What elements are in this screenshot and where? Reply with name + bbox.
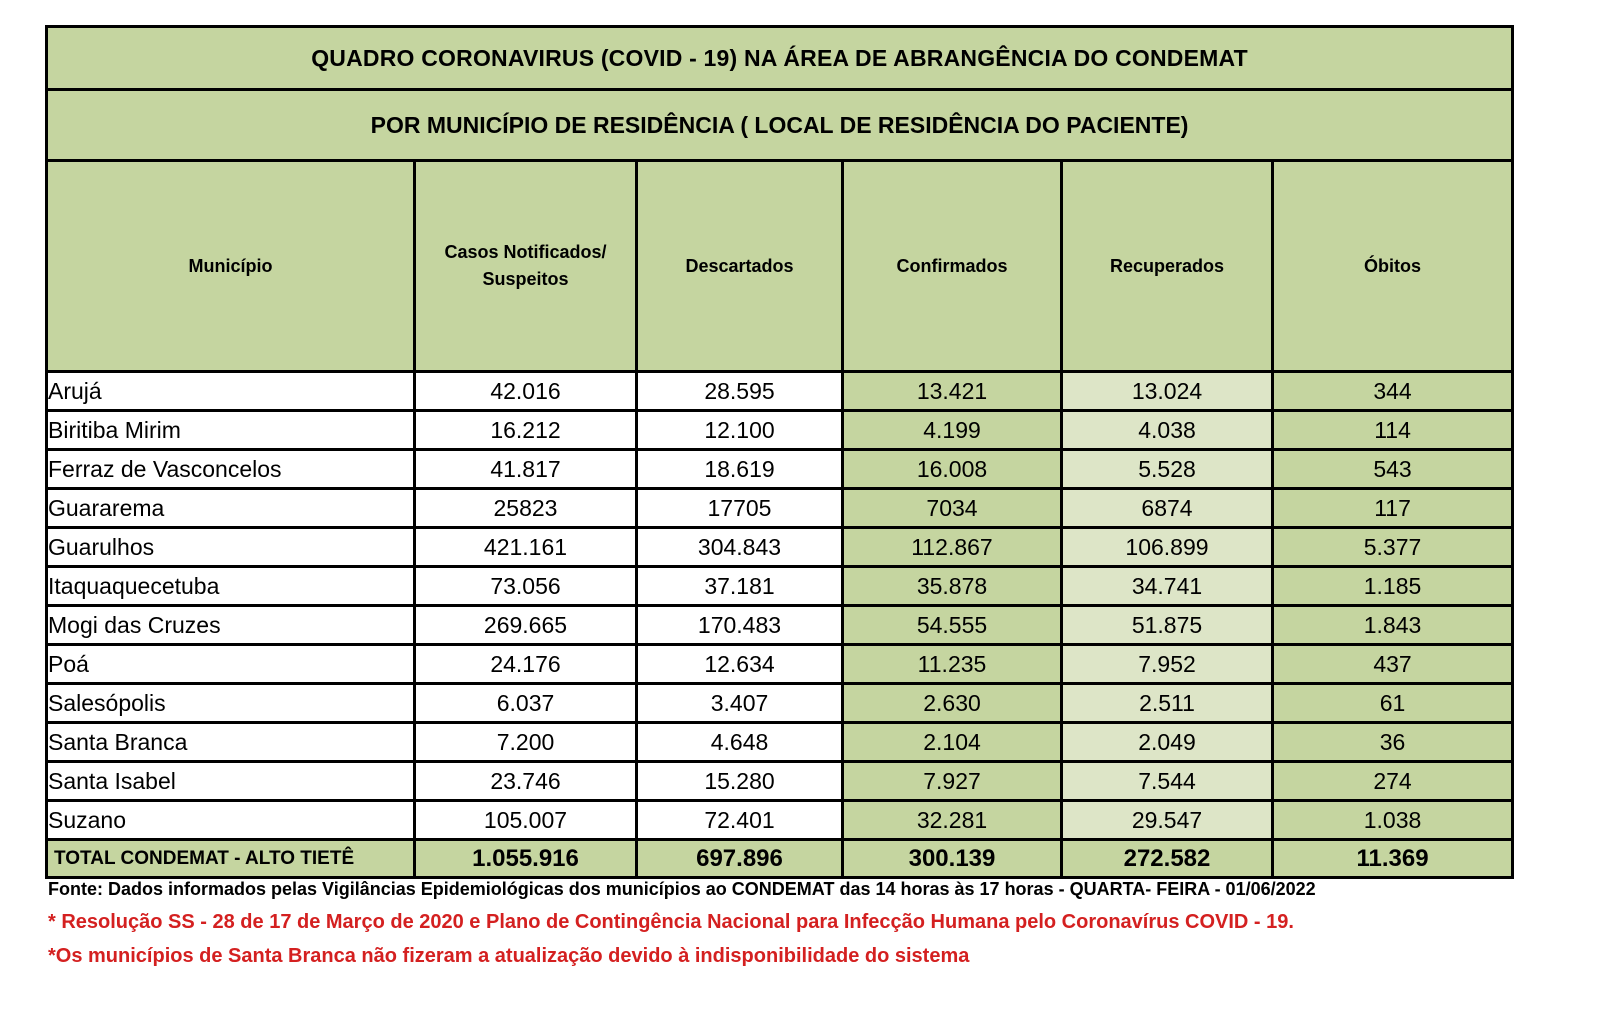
table-row (47, 645, 1513, 684)
footnote-source: Fonte: Dados informados pelas Vigilâncias Epidemiológicas dos municípios ao CONDEMAT das 14 horas às 17 horas - QUARTA- FEIRA - 01/06/2022 (48, 879, 1316, 899)
cell-casos: 41.817 (415, 450, 637, 489)
cell-casos: 42.016 (415, 372, 637, 411)
cell-municipio: Itaquaquecetuba (47, 567, 415, 606)
cell-obitos: 114 (1273, 411, 1513, 450)
cell-casos: 7.200 (415, 723, 637, 762)
cell-obitos: 117 (1273, 489, 1513, 528)
cell-descartados: 28.595 (637, 372, 843, 411)
cell-recuperados: 29.547 (1062, 801, 1273, 840)
cell-obitos: 1.843 (1273, 606, 1513, 645)
cell-obitos: 344 (1273, 372, 1513, 411)
total-label: TOTAL CONDEMAT - ALTO TIETÊ (47, 840, 415, 878)
cell-obitos: 543 (1273, 450, 1513, 489)
covid-summary-table (45, 25, 1514, 879)
cell-casos: 105.007 (415, 801, 637, 840)
table-row (47, 567, 1513, 606)
cell-municipio: Guararema (47, 489, 415, 528)
column-header-confirmados: Confirmados (843, 161, 1062, 372)
cell-municipio: Guarulhos (47, 528, 415, 567)
table-total-row (47, 840, 1513, 878)
footnote-resolution: * Resolução SS - 28 de 17 de Março de 2020 e Plano de Contingência Nacional para Infecção Humana pelo Coronavírus COVID - 19. (48, 911, 1294, 933)
table-row (47, 762, 1513, 801)
cell-descartados: 15.280 (637, 762, 843, 801)
total-obitos: 11.369 (1273, 840, 1513, 878)
cell-confirmados: 7.927 (843, 762, 1062, 801)
cell-recuperados: 2.049 (1062, 723, 1273, 762)
cell-descartados: 72.401 (637, 801, 843, 840)
cell-obitos: 5.377 (1273, 528, 1513, 567)
cell-descartados: 3.407 (637, 684, 843, 723)
footnote-disclaimer: *Os municípios de Santa Branca não fizeram a atualização devido à indisponibilidade do sistema (48, 945, 970, 967)
cell-recuperados: 7.952 (1062, 645, 1273, 684)
cell-casos: 23.746 (415, 762, 637, 801)
covid-table-container (45, 25, 1511, 879)
cell-confirmados: 16.008 (843, 450, 1062, 489)
cell-casos: 269.665 (415, 606, 637, 645)
cell-recuperados: 34.741 (1062, 567, 1273, 606)
subtitle-row (47, 90, 1513, 161)
cell-confirmados: 54.555 (843, 606, 1062, 645)
cell-casos: 16.212 (415, 411, 637, 450)
table-row (47, 801, 1513, 840)
table-row (47, 528, 1513, 567)
cell-descartados: 170.483 (637, 606, 843, 645)
cell-recuperados: 51.875 (1062, 606, 1273, 645)
cell-obitos: 1.185 (1273, 567, 1513, 606)
cell-municipio: Santa Branca (47, 723, 415, 762)
cell-casos: 421.161 (415, 528, 637, 567)
cell-municipio: Poá (47, 645, 415, 684)
cell-confirmados: 112.867 (843, 528, 1062, 567)
total-casos: 1.055.916 (415, 840, 637, 878)
table-row (47, 489, 1513, 528)
cell-municipio: Biritiba Mirim (47, 411, 415, 450)
table-head (47, 27, 1513, 372)
cell-confirmados: 4.199 (843, 411, 1062, 450)
table-row (47, 684, 1513, 723)
cell-confirmados: 2.104 (843, 723, 1062, 762)
cell-recuperados: 4.038 (1062, 411, 1273, 450)
table-row (47, 372, 1513, 411)
cell-municipio: Salesópolis (47, 684, 415, 723)
cell-casos: 24.176 (415, 645, 637, 684)
cell-municipio: Ferraz de Vasconcelos (47, 450, 415, 489)
cell-confirmados: 7034 (843, 489, 1062, 528)
cell-confirmados: 2.630 (843, 684, 1062, 723)
cell-confirmados: 13.421 (843, 372, 1062, 411)
table-row (47, 723, 1513, 762)
cell-recuperados: 5.528 (1062, 450, 1273, 489)
column-header-casos-line2: Suspeitos (482, 269, 569, 289)
cell-municipio: Arujá (47, 372, 415, 411)
cell-municipio: Santa Isabel (47, 762, 415, 801)
table-body (47, 372, 1513, 878)
cell-casos: 25823 (415, 489, 637, 528)
column-header-obitos: Óbitos (1273, 161, 1513, 372)
table-row (47, 606, 1513, 645)
title-row (47, 27, 1513, 90)
page-subtitle: POR MUNICÍPIO DE RESIDÊNCIA ( LOCAL DE RESIDÊNCIA DO PACIENTE) (47, 90, 1513, 161)
cell-obitos: 437 (1273, 645, 1513, 684)
column-header-municipio: Município (47, 161, 415, 372)
page-title: QUADRO CORONAVIRUS (COVID - 19) NA ÁREA DE ABRANGÊNCIA DO CONDEMAT (47, 27, 1513, 90)
cell-obitos: 61 (1273, 684, 1513, 723)
cell-descartados: 12.634 (637, 645, 843, 684)
table-row (47, 450, 1513, 489)
cell-municipio: Mogi das Cruzes (47, 606, 415, 645)
column-header-casos-notificados (415, 161, 637, 372)
cell-obitos: 274 (1273, 762, 1513, 801)
cell-descartados: 17705 (637, 489, 843, 528)
cell-recuperados: 7.544 (1062, 762, 1273, 801)
cell-obitos: 1.038 (1273, 801, 1513, 840)
column-header-descartados: Descartados (637, 161, 843, 372)
total-descartados: 697.896 (637, 840, 843, 878)
total-recuperados: 272.582 (1062, 840, 1273, 878)
cell-descartados: 12.100 (637, 411, 843, 450)
footnotes (48, 880, 1548, 980)
cell-confirmados: 32.281 (843, 801, 1062, 840)
cell-recuperados: 106.899 (1062, 528, 1273, 567)
cell-descartados: 18.619 (637, 450, 843, 489)
cell-confirmados: 11.235 (843, 645, 1062, 684)
column-header-recuperados: Recuperados (1062, 161, 1273, 372)
cell-confirmados: 35.878 (843, 567, 1062, 606)
cell-descartados: 37.181 (637, 567, 843, 606)
cell-casos: 73.056 (415, 567, 637, 606)
cell-recuperados: 6874 (1062, 489, 1273, 528)
total-confirmados: 300.139 (843, 840, 1062, 878)
cell-municipio: Suzano (47, 801, 415, 840)
cell-casos: 6.037 (415, 684, 637, 723)
column-header-casos-line1: Casos Notificados/ (444, 242, 607, 262)
column-header-row (47, 161, 1513, 372)
table-row (47, 411, 1513, 450)
cell-recuperados: 2.511 (1062, 684, 1273, 723)
cell-obitos: 36 (1273, 723, 1513, 762)
cell-recuperados: 13.024 (1062, 372, 1273, 411)
cell-descartados: 4.648 (637, 723, 843, 762)
cell-descartados: 304.843 (637, 528, 843, 567)
